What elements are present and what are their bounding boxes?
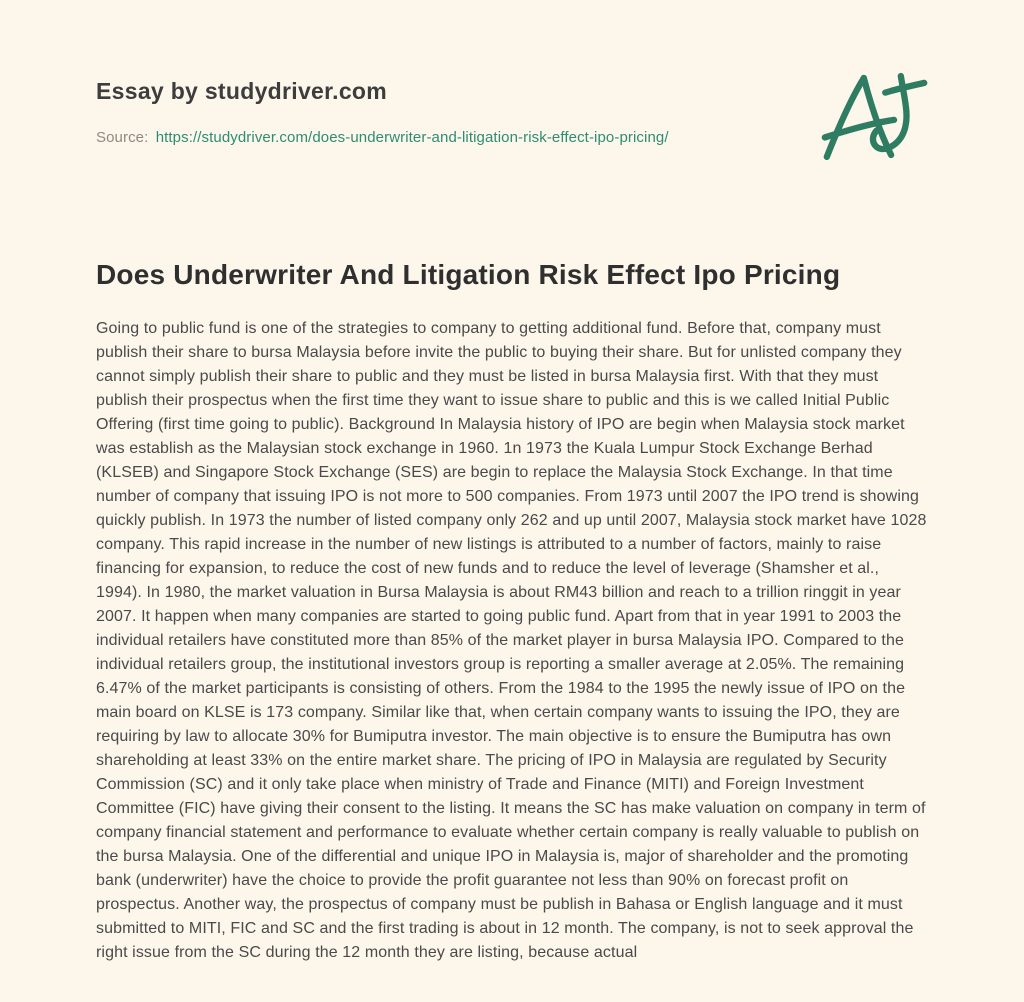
essay-body-paragraph: Going to public fund is one of the strategies to company to getting additional fund. Before that, company must publish their share to bursa Malaysia before invite the public to buying their share. But for unlisted company they cannot simply publish their share to public and they must be listed in bursa Malaysia first. With that they must publish their prospectus when the first time they want to issue share to public and this is we called Initial Public Offering (first time going to public). Background In Malaysia history of IPO are begin when Malaysia stock market was establish as the Malaysian stock exchange in 1960. 1n 1973 the Kuala Lumpur Stock Exchange Berhad (KLSEB) and Singapore Stock Exchange (SES) are begin to replace the Malaysia Stock Exchange. In that time number of company that issuing IPO is not more to 500 companies. From 1973 until 2007 the IPO trend is showing quickly publish. In 1973 the number of listed company only 262 and up until 2007, Malaysia stock market have 1028 company. This rapid increase in the number of new listings is attributed to a number of factors, mainly to raise financing for expansion, to reduce the cost of new funds and to reduce the level of leverage (Shamsher et al., 1994). In 1980, the market valuation in Bursa Malaysia is about RM43 billion and reach to a trillion ringgit in year 2007. It happen when many companies are started to going public fund. Apart from that in year 1991 to 2003 the individual retailers have constituted more than 85% of the market player in bursa Malaysia IPO. Compared to the individual retailers group, the institutional investors group is reporting a smaller average at 2.05%. The remaining 6.47% of the market participants is consisting of others. From the 1984 to the 1995 the newly issue of IPO on the main board on KLSE is 173 company. Similar like that, when certain company wants to issuing the IPO, they are requiring by law to allocate 30% for Bumiputra investor. The main objective is to ensure the Bumiputra has own shareholding at least 33% on the entire market share. The pricing of IPO in Malaysia are regulated by Security Commission (SC) and it only take place when ministry of Trade and Finance (MITI) and Foreign Investment Committee (FIC) have giving their consent to the listing. It means the SC has make valuation on company in term of company financial statement and performance to evaluate whether certain company is really valuable to publish on the bursa Malaysia. One of the differential and unique IPO in Malaysia is, major of shareholder and the promoting bank (underwriter) have the choice to provide the profit guarantee not less than 90% on forecast profit on prospectus. Another way, the prospectus of company must be publish in Bahasa or English language and it must submitted to MITI, FIC and SC and the first trading is about in 12 month. The company, is not to seek approval the right issue from the SC during the 12 month they are listing, because actual [96, 320, 927, 961]
source-link[interactable]: https://studydriver.com/does-underwriter-and-litigation-risk-effect-ipo-pricing/ [155, 129, 669, 146]
a-plus-logo-icon [820, 68, 932, 164]
essay-title: Does Underwriter And Litigation Risk Effect Ipo Pricing [96, 259, 841, 290]
source-label: Source: [96, 129, 149, 146]
site-title: Essay by studydriver.com [96, 78, 388, 104]
source-line [96, 129, 928, 146]
page-header [96, 78, 928, 146]
essay-content [96, 258, 928, 965]
